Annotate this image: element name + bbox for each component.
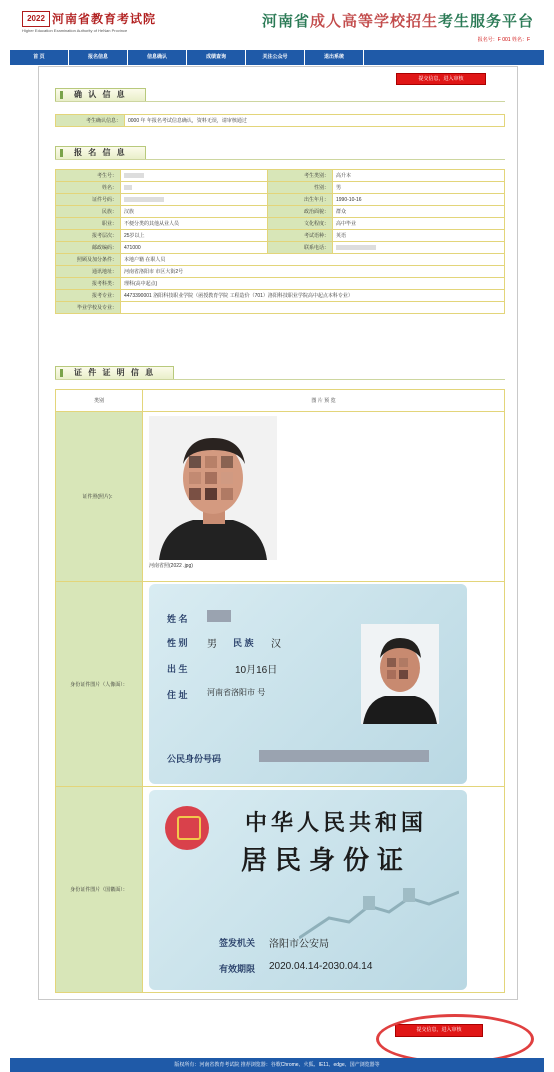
reg-table [55, 169, 505, 314]
id-front-cell [143, 582, 505, 787]
page-footer: 版权所有：河南省教育考试院 推荐浏览器：谷歌Chrome、火狐、IE11、edge、国产浏览器等 [10, 1058, 544, 1072]
redacted-block [124, 185, 132, 190]
field-value: 英语 [333, 230, 505, 242]
nav-home[interactable]: 首 页 [10, 50, 69, 65]
id-back-cell [143, 787, 505, 993]
field-label: 报考专业： [56, 290, 121, 302]
id-card-front[interactable] [149, 584, 467, 784]
reg-row [56, 218, 505, 230]
field-label: 毕业学校及专业： [56, 302, 121, 314]
field-label: 出生年月： [268, 194, 333, 206]
divider [55, 379, 505, 380]
reg-row [56, 278, 505, 290]
field-label: 邮政编码： [56, 242, 121, 254]
divider [55, 101, 505, 102]
confirm-value: 0000 年 年报名考试信息确认，资料无误，请审核通过 [125, 115, 505, 127]
field-label: 报考科类： [56, 278, 121, 290]
logo-badge: 2022 [22, 11, 50, 27]
reg-row [56, 302, 505, 314]
field-value: 理科(高中起点) [121, 278, 505, 290]
field-label: 通讯地址： [56, 266, 121, 278]
field-label: 证件号码： [56, 194, 121, 206]
id-value-birth: 10月16日 [235, 665, 278, 676]
platform-title-post: 考生服务平台 [437, 13, 534, 30]
nav-registration[interactable]: 报名信息 [69, 50, 128, 65]
field-label: 考试语种： [268, 230, 333, 242]
user-info: 报名号：F 001 姓名：F [477, 37, 530, 43]
field-label: 民族： [56, 206, 121, 218]
reg-row [56, 254, 505, 266]
field-value [121, 302, 505, 314]
reg-row [56, 242, 505, 254]
divider [55, 159, 505, 160]
org-logo [22, 10, 156, 33]
redacted-block [124, 197, 164, 202]
cert-section-title: 证 件 证 明 信 息 [55, 366, 174, 380]
field-value: 河南省洛阳市 市区大街2号 [121, 266, 505, 278]
valid-value: 2020.04.14-2030.04.14 [269, 960, 373, 972]
id-field-sex: 性 别 [167, 638, 188, 648]
main-nav [10, 50, 544, 65]
confirm-table [55, 114, 505, 127]
field-label: 报考层次： [56, 230, 121, 242]
field-value: 25岁以上 [121, 230, 268, 242]
reg-row [56, 194, 505, 206]
cert-photo-cell [143, 412, 505, 582]
confirm-label: 考生确认信息： [56, 115, 125, 127]
field-value: 高升本 [333, 170, 505, 182]
reg-row [56, 182, 505, 194]
field-value [121, 182, 268, 194]
cert-photo-label: 证件照(照片)： [56, 412, 143, 582]
field-label: 考生类别： [268, 170, 333, 182]
platform-title-highlight: 成人高等学校招生 [309, 13, 438, 30]
field-label: 考生号： [56, 170, 121, 182]
reg-section-title: 报 名 信 息 [55, 146, 146, 160]
country-name: 中华人民共和国 [245, 809, 428, 835]
field-value: 群众 [333, 206, 505, 218]
field-value: 471000 [121, 242, 268, 254]
id-card-back[interactable] [149, 790, 467, 990]
field-label: 姓名： [56, 182, 121, 194]
main-content [38, 66, 518, 1000]
portrait-image [361, 624, 439, 724]
page-header [10, 0, 544, 48]
reg-row [56, 206, 505, 218]
issuer-field: 签发机关 [219, 937, 256, 948]
field-value [121, 170, 268, 182]
reg-row [56, 290, 505, 302]
platform-title-pre: 河南省 [261, 13, 310, 30]
nav-scores[interactable]: 成绩查询 [187, 50, 246, 65]
submit-button-bottom[interactable]: 提交信息，进入审核 [395, 1024, 483, 1037]
national-emblem-icon [165, 806, 209, 850]
org-subtitle: Higher Education Examination Authority of HeNan Province [22, 28, 128, 33]
cert-table [55, 389, 505, 993]
id-back-label: 身份证件图片（国徽面）： [56, 787, 143, 993]
id-field-name: 姓 名 [167, 614, 188, 624]
field-label: 文化程度： [268, 218, 333, 230]
redacted-block [207, 610, 231, 622]
field-label: 照顾及加分条件： [56, 254, 121, 266]
reg-row [56, 266, 505, 278]
field-label: 性别： [268, 182, 333, 194]
id-value-address: 河南省洛阳市 号 [207, 688, 266, 697]
platform-title [262, 10, 534, 31]
confirm-section-title: 确 认 信 息 [55, 88, 146, 102]
reg-row [56, 230, 505, 242]
field-value [121, 194, 268, 206]
field-value: 不便分类的其他从业人员 [121, 218, 268, 230]
field-value: 高中毕业 [333, 218, 505, 230]
redacted-block [336, 245, 376, 250]
applicant-photo[interactable] [149, 416, 277, 560]
nav-confirm[interactable]: 信息确认 [128, 50, 187, 65]
field-label: 职业： [56, 218, 121, 230]
id-field-address: 住 址 [167, 690, 188, 700]
field-value [333, 242, 505, 254]
cert-col-category: 类别 [56, 390, 143, 412]
field-value: 4473390001 洛阳科技职业学院（函授教育学院 工程造价（701）洛阳科技职业学院高中起点本科专业） [121, 290, 505, 302]
field-value: 本地户籍 在职人员 [121, 254, 505, 266]
reg-row [56, 170, 505, 182]
nav-logout[interactable]: 退出系统 [305, 50, 364, 65]
photo-caption: 河南省照(2022 .jpg) [149, 563, 193, 569]
field-value: 汉族 [121, 206, 268, 218]
redacted-block [259, 750, 429, 762]
id-value-sex: 男 [207, 639, 217, 650]
nav-follow-account[interactable]: 关注公众号 [246, 50, 305, 65]
id-portrait [361, 624, 439, 724]
id-field-number: 公民身份号码 [167, 754, 222, 764]
id-field-nation: 民 族 [233, 638, 254, 648]
cert-col-preview: 图 片 预 览 [143, 390, 505, 412]
person-image [149, 416, 277, 560]
org-name: 河南省教育考试院 [52, 12, 157, 26]
valid-field: 有效期限 [219, 963, 256, 974]
field-value: 男 [333, 182, 505, 194]
highlight-circle [376, 1014, 534, 1064]
field-value: 1990-10-16 [333, 194, 505, 206]
id-front-label: 身份证件图片（人像面）： [56, 582, 143, 787]
emblem-detail [177, 816, 201, 840]
field-label: 政治面貌： [268, 206, 333, 218]
issuer-value: 洛阳市公安局 [269, 938, 329, 950]
submit-button-top[interactable]: 提交信息，进入审核 [396, 73, 486, 85]
id-value-nation: 汉 [271, 639, 281, 650]
card-name: 居民身份证 [241, 844, 412, 875]
field-label: 联系电话： [268, 242, 333, 254]
id-field-birth: 出 生 [167, 664, 188, 674]
redacted-block [124, 173, 144, 178]
